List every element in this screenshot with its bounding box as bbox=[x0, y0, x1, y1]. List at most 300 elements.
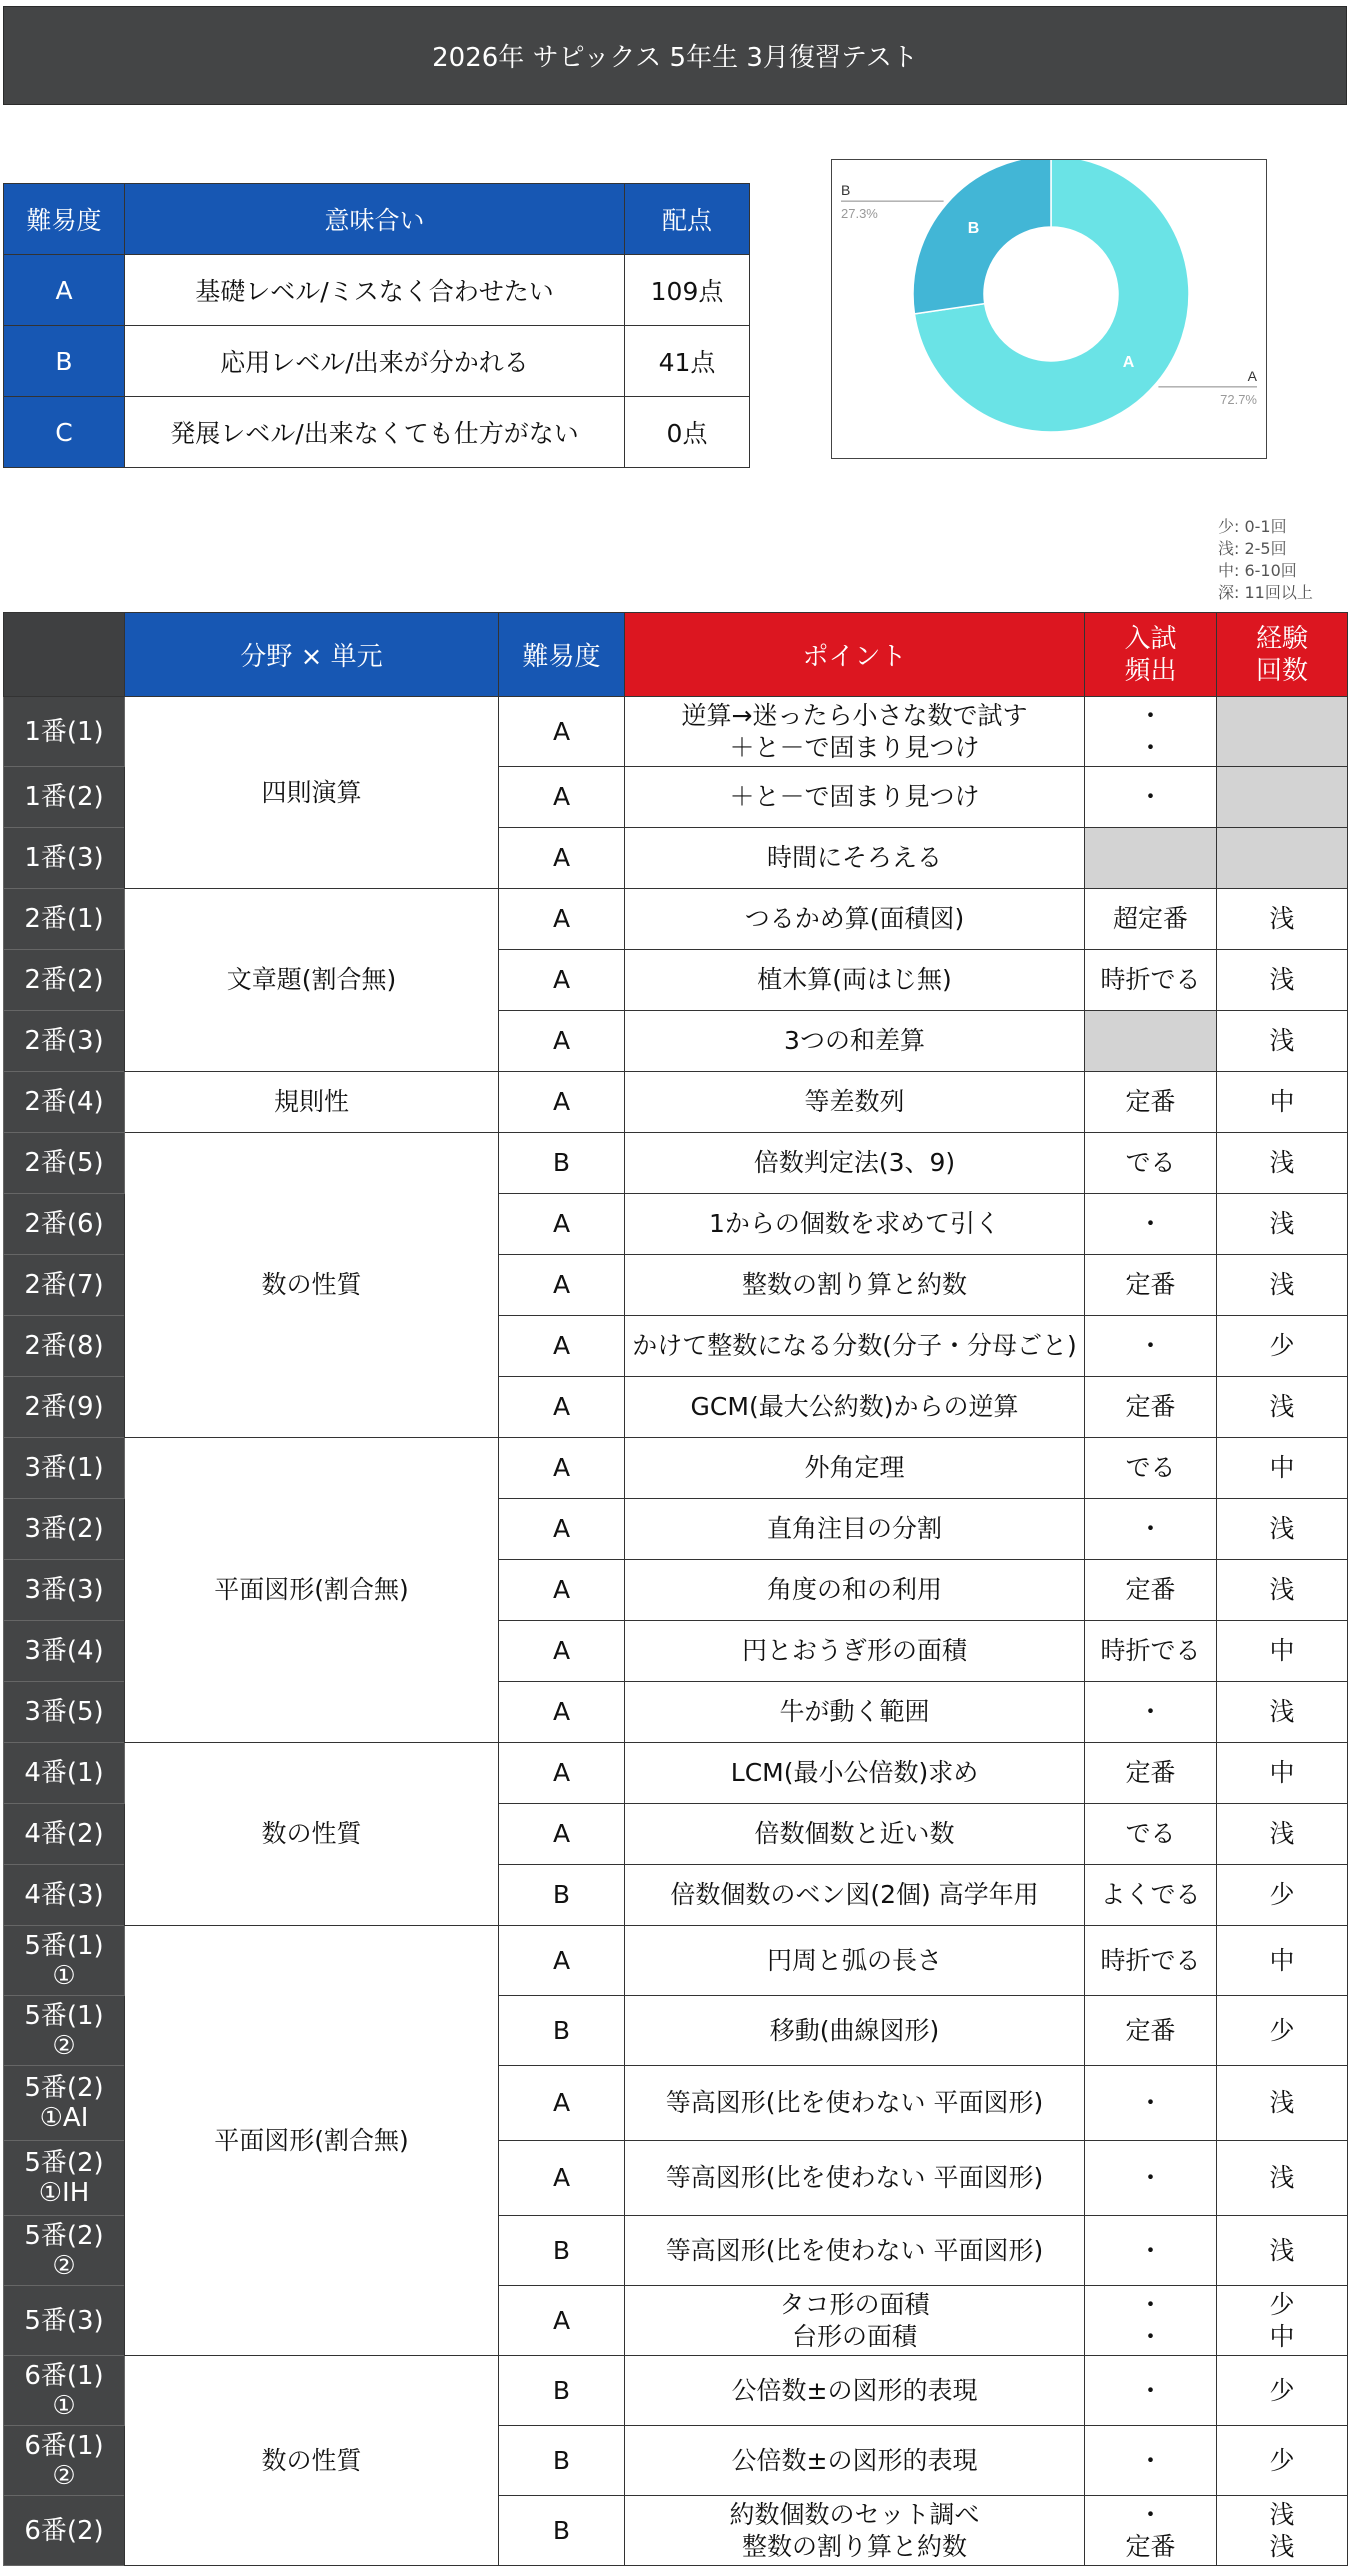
exam-frequency bbox=[1085, 1072, 1217, 1133]
legend-line: 浅: 2-5回 bbox=[1218, 539, 1287, 558]
difficulty-row-b bbox=[4, 326, 750, 397]
exam-frequency-line: 定番 bbox=[1125, 1575, 1176, 1604]
question-number bbox=[4, 2141, 125, 2216]
exam-frequency-line: 定番 bbox=[1125, 1392, 1176, 1421]
difficulty-meaning: 応用レベル/出来が分かれる bbox=[125, 326, 625, 397]
page-header bbox=[3, 6, 1347, 105]
point-line: 移動(曲線図形) bbox=[769, 2015, 940, 2045]
exam-frequency-line: 定番 bbox=[1125, 1758, 1176, 1787]
question-number-line: 2番(9) bbox=[24, 1392, 104, 1422]
difficulty: A bbox=[499, 1682, 625, 1743]
exam-frequency-line: 定番 bbox=[1125, 1270, 1176, 1299]
point bbox=[625, 1560, 1085, 1621]
difficulty: A bbox=[499, 1621, 625, 1682]
difficulty: A bbox=[499, 1804, 625, 1865]
exam-frequency bbox=[1085, 1011, 1217, 1072]
question-number-line: 5番(2) bbox=[24, 2220, 104, 2251]
point bbox=[625, 1743, 1085, 1804]
header-point: ポイント bbox=[625, 613, 1085, 697]
point bbox=[625, 1255, 1085, 1316]
difficulty: A bbox=[499, 2141, 625, 2216]
experience-count bbox=[1217, 2141, 1348, 2216]
experience-count-line: 浅 bbox=[1269, 1697, 1295, 1726]
exam-frequency-line: でる bbox=[1125, 1148, 1176, 1177]
question-number bbox=[4, 1621, 125, 1682]
question-number bbox=[4, 2216, 125, 2286]
point-line: 外角定理 bbox=[804, 1453, 905, 1482]
donut-slice-inner-label: A bbox=[1122, 354, 1135, 372]
experience-count-line: 中 bbox=[1269, 2321, 1295, 2351]
difficulty: B bbox=[499, 2356, 625, 2426]
point-line: 1からの個数を求めて引く bbox=[709, 1209, 1000, 1238]
point-line: タコ形の面積 bbox=[779, 2289, 930, 2319]
difficulty: A bbox=[499, 1926, 625, 1996]
experience-count bbox=[1217, 767, 1348, 828]
question-number-line: ① bbox=[52, 1960, 76, 1991]
question-number bbox=[4, 1804, 125, 1865]
point-line: 角度の和の利用 bbox=[766, 1575, 942, 1604]
difficulty-meaning: 発展レベル/出来なくても仕方がない bbox=[125, 397, 625, 468]
point bbox=[625, 889, 1085, 950]
point-line: 倍数個数と近い数 bbox=[754, 1819, 955, 1848]
header-experience-count-line1: 経験 bbox=[1255, 623, 1308, 654]
point bbox=[625, 2356, 1085, 2426]
table-row bbox=[4, 2356, 1348, 2426]
point-line: 約数個数のセット調べ bbox=[729, 2499, 980, 2529]
header-field-unit: 分野 × 単元 bbox=[125, 613, 499, 697]
question-number bbox=[4, 1926, 125, 1996]
question-number-line: 4番(2) bbox=[24, 1819, 104, 1849]
difficulty: A bbox=[499, 1743, 625, 1804]
exam-frequency-line: 超定番 bbox=[1112, 904, 1188, 933]
difficulty: A bbox=[499, 1377, 625, 1438]
point bbox=[625, 2066, 1085, 2141]
main-table-header bbox=[4, 613, 1348, 697]
experience-count bbox=[1217, 1316, 1348, 1377]
experience-count-line: 少 bbox=[1269, 2015, 1295, 2045]
exam-frequency bbox=[1085, 2286, 1217, 2356]
question-number bbox=[4, 1011, 125, 1072]
point-line: 逆算→迷ったら小さな数で試す bbox=[681, 700, 1028, 730]
question-number bbox=[4, 1438, 125, 1499]
experience-count-line: 浅 bbox=[1269, 2531, 1295, 2561]
difficulty: A bbox=[499, 950, 625, 1011]
difficulty-level: A bbox=[4, 255, 125, 326]
exam-frequency bbox=[1085, 828, 1217, 889]
field-unit: 数の性質 bbox=[125, 1743, 499, 1926]
difficulty: A bbox=[499, 1560, 625, 1621]
point bbox=[625, 1865, 1085, 1926]
question-number bbox=[4, 889, 125, 950]
point bbox=[625, 1072, 1085, 1133]
question-number-line: 3番(2) bbox=[24, 1514, 104, 1544]
point bbox=[625, 767, 1085, 828]
question-number-line: 4番(1) bbox=[24, 1758, 104, 1788]
experience-count-line: 少 bbox=[1269, 2375, 1295, 2405]
header-exam-frequency bbox=[1085, 613, 1217, 697]
point-line: 植木算(両はじ無) bbox=[757, 965, 952, 994]
point bbox=[625, 2426, 1085, 2496]
exam-frequency-line: ・ bbox=[1137, 1209, 1163, 1238]
exam-frequency bbox=[1085, 1133, 1217, 1194]
exam-frequency-line: ・ bbox=[1137, 2289, 1163, 2319]
point bbox=[625, 1011, 1085, 1072]
donut-outer-label: B bbox=[841, 182, 851, 199]
experience-count bbox=[1217, 1499, 1348, 1560]
experience-count-line: 少 bbox=[1269, 2289, 1295, 2319]
exam-frequency bbox=[1085, 1865, 1217, 1926]
exam-frequency-line: ・ bbox=[1137, 1331, 1163, 1360]
difficulty: A bbox=[499, 889, 625, 950]
difficulty: A bbox=[499, 1438, 625, 1499]
header-difficulty: 難易度 bbox=[4, 184, 125, 255]
exam-frequency-line: ・ bbox=[1137, 1697, 1163, 1726]
difficulty-points: 109点 bbox=[625, 255, 750, 326]
experience-count bbox=[1217, 1865, 1348, 1926]
point-line: 整数の割り算と約数 bbox=[741, 2531, 967, 2561]
exam-frequency bbox=[1085, 1804, 1217, 1865]
question-number-line: ② bbox=[52, 2030, 76, 2061]
point bbox=[625, 1316, 1085, 1377]
legend-line: 少: 0-1回 bbox=[1218, 517, 1287, 536]
point-line: 円とおうぎ形の面積 bbox=[741, 1636, 967, 1665]
question-number bbox=[4, 767, 125, 828]
point bbox=[625, 1377, 1085, 1438]
exam-frequency bbox=[1085, 1996, 1217, 2066]
experience-count bbox=[1217, 1804, 1348, 1865]
point-line: 等高図形(比を使わない 平面図形) bbox=[665, 2088, 1044, 2117]
difficulty-donut-chart-box bbox=[831, 159, 1267, 459]
question-number bbox=[4, 1743, 125, 1804]
point bbox=[625, 2286, 1085, 2356]
point bbox=[625, 1194, 1085, 1255]
question-number-line: 1番(1) bbox=[24, 716, 104, 747]
exam-frequency bbox=[1085, 1377, 1217, 1438]
difficulty-meaning: 基礎レベル/ミスなく合わせたい bbox=[125, 255, 625, 326]
question-number bbox=[4, 2286, 125, 2356]
question-number-line: ①IH bbox=[38, 2178, 90, 2208]
question-number-line: 2番(6) bbox=[24, 1209, 104, 1239]
question-number-line: 2番(5) bbox=[24, 1148, 104, 1178]
field-unit: 四則演算 bbox=[125, 697, 499, 889]
question-number-line: 3番(1) bbox=[24, 1453, 104, 1483]
point-line: 3つの和差算 bbox=[784, 1026, 925, 1055]
exam-frequency-line: 時折でる bbox=[1100, 1636, 1201, 1665]
question-number bbox=[4, 2356, 125, 2426]
header-experience-count-line2: 回数 bbox=[1255, 655, 1308, 686]
question-number-line: 2番(1) bbox=[24, 904, 104, 934]
experience-count-line: 浅 bbox=[1269, 904, 1295, 933]
exam-frequency bbox=[1085, 767, 1217, 828]
point-line: 倍数判定法(3、9) bbox=[753, 1148, 956, 1177]
question-number bbox=[4, 1560, 125, 1621]
point-line: 公倍数±の図形的表現 bbox=[731, 2375, 978, 2405]
table-row bbox=[4, 1926, 1348, 1996]
difficulty: B bbox=[499, 2216, 625, 2286]
point bbox=[625, 828, 1085, 889]
question-number-line: 6番(1) bbox=[24, 2430, 104, 2461]
page-title: 2026年 サピックス 5年生 3月復習テスト bbox=[432, 43, 918, 73]
table-row bbox=[4, 889, 1348, 950]
question-number-line: 6番(2) bbox=[24, 2515, 104, 2546]
experience-count-line: 浅 bbox=[1269, 965, 1295, 994]
difficulty-table bbox=[3, 183, 750, 468]
question-number bbox=[4, 1996, 125, 2066]
exam-frequency-line: でる bbox=[1125, 1453, 1176, 1482]
legend-line: 深: 11回以上 bbox=[1218, 583, 1313, 602]
difficulty-table-header bbox=[4, 184, 750, 255]
point bbox=[625, 2496, 1085, 2566]
table-row bbox=[4, 1743, 1348, 1804]
exam-frequency bbox=[1085, 1194, 1217, 1255]
point bbox=[625, 2216, 1085, 2286]
point-line: 牛が動く範囲 bbox=[779, 1697, 930, 1726]
exam-frequency-line: 時折でる bbox=[1100, 1945, 1201, 1975]
experience-count-line: 中 bbox=[1269, 1087, 1295, 1116]
question-number-line: ② bbox=[52, 2250, 76, 2281]
exam-frequency bbox=[1085, 889, 1217, 950]
exam-frequency bbox=[1085, 697, 1217, 767]
question-number-line: 2番(2) bbox=[24, 965, 104, 995]
table-row bbox=[4, 1438, 1348, 1499]
donut-outer-percent: 72.7% bbox=[1220, 391, 1257, 407]
point-line: 台形の面積 bbox=[791, 2321, 917, 2351]
point-line: ＋と－で固まり見つけ bbox=[729, 782, 980, 811]
question-number-line: 5番(3) bbox=[24, 2305, 104, 2336]
exam-frequency-line: 時折でる bbox=[1100, 965, 1201, 994]
point bbox=[625, 1804, 1085, 1865]
experience-count-line: 浅 bbox=[1269, 2235, 1295, 2265]
point-line: 等高図形(比を使わない 平面図形) bbox=[665, 2163, 1044, 2192]
experience-count bbox=[1217, 1194, 1348, 1255]
question-number bbox=[4, 1377, 125, 1438]
exam-frequency-line: 定番 bbox=[1125, 2531, 1176, 2561]
field-unit: 平面図形(割合無) bbox=[125, 1926, 499, 2356]
difficulty: B bbox=[499, 2426, 625, 2496]
question-number-line: 5番(2) bbox=[24, 2148, 104, 2178]
exam-frequency-line: ・ bbox=[1137, 2235, 1163, 2265]
difficulty: A bbox=[499, 2286, 625, 2356]
experience-count bbox=[1217, 1072, 1348, 1133]
header-question-number bbox=[4, 613, 125, 697]
experience-count bbox=[1217, 2496, 1348, 2566]
point bbox=[625, 950, 1085, 1011]
header-exam-frequency-line2: 頻出 bbox=[1124, 655, 1177, 686]
experience-count-line: 浅 bbox=[1269, 1392, 1295, 1421]
exam-frequency-line: でる bbox=[1125, 1819, 1176, 1848]
exam-frequency bbox=[1085, 1743, 1217, 1804]
question-number bbox=[4, 1072, 125, 1133]
exam-frequency-line: ・ bbox=[1137, 700, 1163, 730]
header-meaning: 意味合い bbox=[125, 184, 625, 255]
experience-count bbox=[1217, 1438, 1348, 1499]
difficulty-row-c bbox=[4, 397, 750, 468]
point-line: 時間にそろえる bbox=[766, 843, 942, 872]
difficulty: A bbox=[499, 697, 625, 767]
question-number bbox=[4, 1194, 125, 1255]
question-number bbox=[4, 2066, 125, 2141]
field-unit: 文章題(割合無) bbox=[125, 889, 499, 1072]
point bbox=[625, 1926, 1085, 1996]
difficulty-level: B bbox=[4, 326, 125, 397]
question-number bbox=[4, 1255, 125, 1316]
experience-count bbox=[1217, 2216, 1348, 2286]
point bbox=[625, 1133, 1085, 1194]
point-line: GCM(最大公約数)からの逆算 bbox=[690, 1392, 1019, 1421]
legend-line: 中: 6-10回 bbox=[1218, 561, 1297, 580]
field-unit: 数の性質 bbox=[125, 2356, 499, 2566]
experience-count-line: 浅 bbox=[1269, 1026, 1295, 1055]
exam-frequency-line: ・ bbox=[1137, 2445, 1163, 2475]
exam-frequency bbox=[1085, 1316, 1217, 1377]
experience-count-line: 浅 bbox=[1269, 1575, 1295, 1604]
exam-frequency-line: ・ bbox=[1137, 2375, 1163, 2405]
question-number-line: 2番(3) bbox=[24, 1026, 104, 1056]
question-number bbox=[4, 1316, 125, 1377]
experience-count bbox=[1217, 828, 1348, 889]
experience-count bbox=[1217, 2286, 1348, 2356]
table-row bbox=[4, 697, 1348, 767]
header-points: 配点 bbox=[625, 184, 750, 255]
field-unit: 規則性 bbox=[125, 1072, 499, 1133]
difficulty: A bbox=[499, 1011, 625, 1072]
experience-count-line: 中 bbox=[1269, 1636, 1295, 1665]
exam-frequency bbox=[1085, 2496, 1217, 2566]
experience-count-line: 浅 bbox=[1269, 1819, 1295, 1848]
question-number bbox=[4, 950, 125, 1011]
question-number bbox=[4, 697, 125, 767]
exam-frequency bbox=[1085, 1682, 1217, 1743]
exam-frequency bbox=[1085, 1560, 1217, 1621]
experience-count-line: 少 bbox=[1269, 1880, 1295, 1909]
question-number-line: 6番(1) bbox=[24, 2360, 104, 2391]
donut-outer-percent: 27.3% bbox=[841, 206, 878, 222]
exam-frequency-line: ・ bbox=[1137, 1514, 1163, 1543]
experience-count bbox=[1217, 1743, 1348, 1804]
exam-frequency bbox=[1085, 1621, 1217, 1682]
experience-count bbox=[1217, 950, 1348, 1011]
question-number-line: 5番(1) bbox=[24, 2000, 104, 2031]
difficulty: A bbox=[499, 1072, 625, 1133]
difficulty: B bbox=[499, 1865, 625, 1926]
table-row bbox=[4, 1133, 1348, 1194]
question-analysis-table bbox=[3, 612, 1348, 2566]
question-number-line: 3番(4) bbox=[24, 1636, 104, 1666]
point bbox=[625, 697, 1085, 767]
point-line: 等高図形(比を使わない 平面図形) bbox=[665, 2235, 1044, 2265]
exam-frequency-line: ・ bbox=[1137, 782, 1163, 811]
header-experience-count bbox=[1217, 613, 1348, 697]
experience-count-line: 少 bbox=[1269, 2445, 1295, 2475]
question-number bbox=[4, 1865, 125, 1926]
experience-count bbox=[1217, 1996, 1348, 2066]
experience-count bbox=[1217, 2356, 1348, 2426]
exam-frequency bbox=[1085, 1438, 1217, 1499]
question-number bbox=[4, 828, 125, 889]
difficulty: A bbox=[499, 1316, 625, 1377]
exam-frequency bbox=[1085, 1499, 1217, 1560]
experience-count-line: 浅 bbox=[1269, 1209, 1295, 1238]
difficulty-donut-chart bbox=[832, 160, 1266, 458]
exam-frequency bbox=[1085, 1926, 1217, 1996]
difficulty: B bbox=[499, 1133, 625, 1194]
exam-frequency bbox=[1085, 2066, 1217, 2141]
question-number-line: ①AI bbox=[39, 2103, 89, 2133]
experience-count bbox=[1217, 1621, 1348, 1682]
question-number-line: ① bbox=[52, 2390, 76, 2421]
question-number-line: 5番(1) bbox=[24, 1930, 104, 1961]
point-line: つるかめ算(面積図) bbox=[744, 904, 965, 933]
point bbox=[625, 1499, 1085, 1560]
experience-count bbox=[1217, 1682, 1348, 1743]
experience-count-line: 浅 bbox=[1269, 1148, 1295, 1177]
point bbox=[625, 2141, 1085, 2216]
point-line: 円周と弧の長さ bbox=[766, 1945, 942, 1975]
exam-frequency-line: 定番 bbox=[1125, 2015, 1176, 2045]
difficulty-row-a bbox=[4, 255, 750, 326]
experience-count bbox=[1217, 889, 1348, 950]
question-number bbox=[4, 1682, 125, 1743]
difficulty-points: 41点 bbox=[625, 326, 750, 397]
experience-count bbox=[1217, 1560, 1348, 1621]
point bbox=[625, 1438, 1085, 1499]
experience-count bbox=[1217, 1133, 1348, 1194]
question-number-line: 3番(5) bbox=[24, 1697, 104, 1727]
question-number-line: 1番(3) bbox=[24, 843, 104, 873]
header-exam-frequency-line1: 入試 bbox=[1124, 623, 1177, 654]
question-number bbox=[4, 2426, 125, 2496]
experience-count-line: 浅 bbox=[1269, 2088, 1295, 2117]
exam-frequency-line: ・ bbox=[1137, 2088, 1163, 2117]
exam-frequency bbox=[1085, 2216, 1217, 2286]
donut-slice-b bbox=[913, 160, 1051, 314]
exam-frequency-line: ・ bbox=[1137, 2321, 1163, 2351]
exam-frequency bbox=[1085, 2356, 1217, 2426]
experience-count bbox=[1217, 1926, 1348, 1996]
table-row bbox=[4, 1072, 1348, 1133]
donut-slice-inner-label: B bbox=[967, 219, 980, 237]
difficulty: A bbox=[499, 1194, 625, 1255]
exam-frequency bbox=[1085, 2426, 1217, 2496]
exam-frequency bbox=[1085, 950, 1217, 1011]
point-line: 公倍数±の図形的表現 bbox=[731, 2445, 978, 2475]
exam-frequency-line: ・ bbox=[1137, 2163, 1163, 2192]
question-number-line: 2番(7) bbox=[24, 1270, 104, 1300]
question-number-line: 3番(3) bbox=[24, 1575, 104, 1605]
field-unit: 数の性質 bbox=[125, 1133, 499, 1438]
difficulty-points: 0点 bbox=[625, 397, 750, 468]
difficulty: B bbox=[499, 2496, 625, 2566]
difficulty-level: C bbox=[4, 397, 125, 468]
experience-count bbox=[1217, 1255, 1348, 1316]
question-number-line: 2番(8) bbox=[24, 1331, 104, 1361]
question-number bbox=[4, 2496, 125, 2566]
experience-count-line: 少 bbox=[1269, 1331, 1295, 1360]
point-line: LCM(最小公倍数)求め bbox=[730, 1758, 979, 1787]
question-number-line: 5番(2) bbox=[24, 2073, 104, 2103]
point-line: 整数の割り算と約数 bbox=[741, 1270, 967, 1299]
point bbox=[625, 1621, 1085, 1682]
difficulty: B bbox=[499, 1996, 625, 2066]
experience-count-line: 中 bbox=[1269, 1453, 1295, 1482]
point-line: ＋と－で固まり見つけ bbox=[729, 732, 980, 762]
experience-count-line: 浅 bbox=[1269, 1270, 1295, 1299]
experience-count-line: 浅 bbox=[1269, 2163, 1295, 2192]
exam-frequency-line: ・ bbox=[1137, 732, 1163, 762]
question-number bbox=[4, 1133, 125, 1194]
difficulty: A bbox=[499, 1499, 625, 1560]
exam-frequency-line: ・ bbox=[1137, 2499, 1163, 2529]
